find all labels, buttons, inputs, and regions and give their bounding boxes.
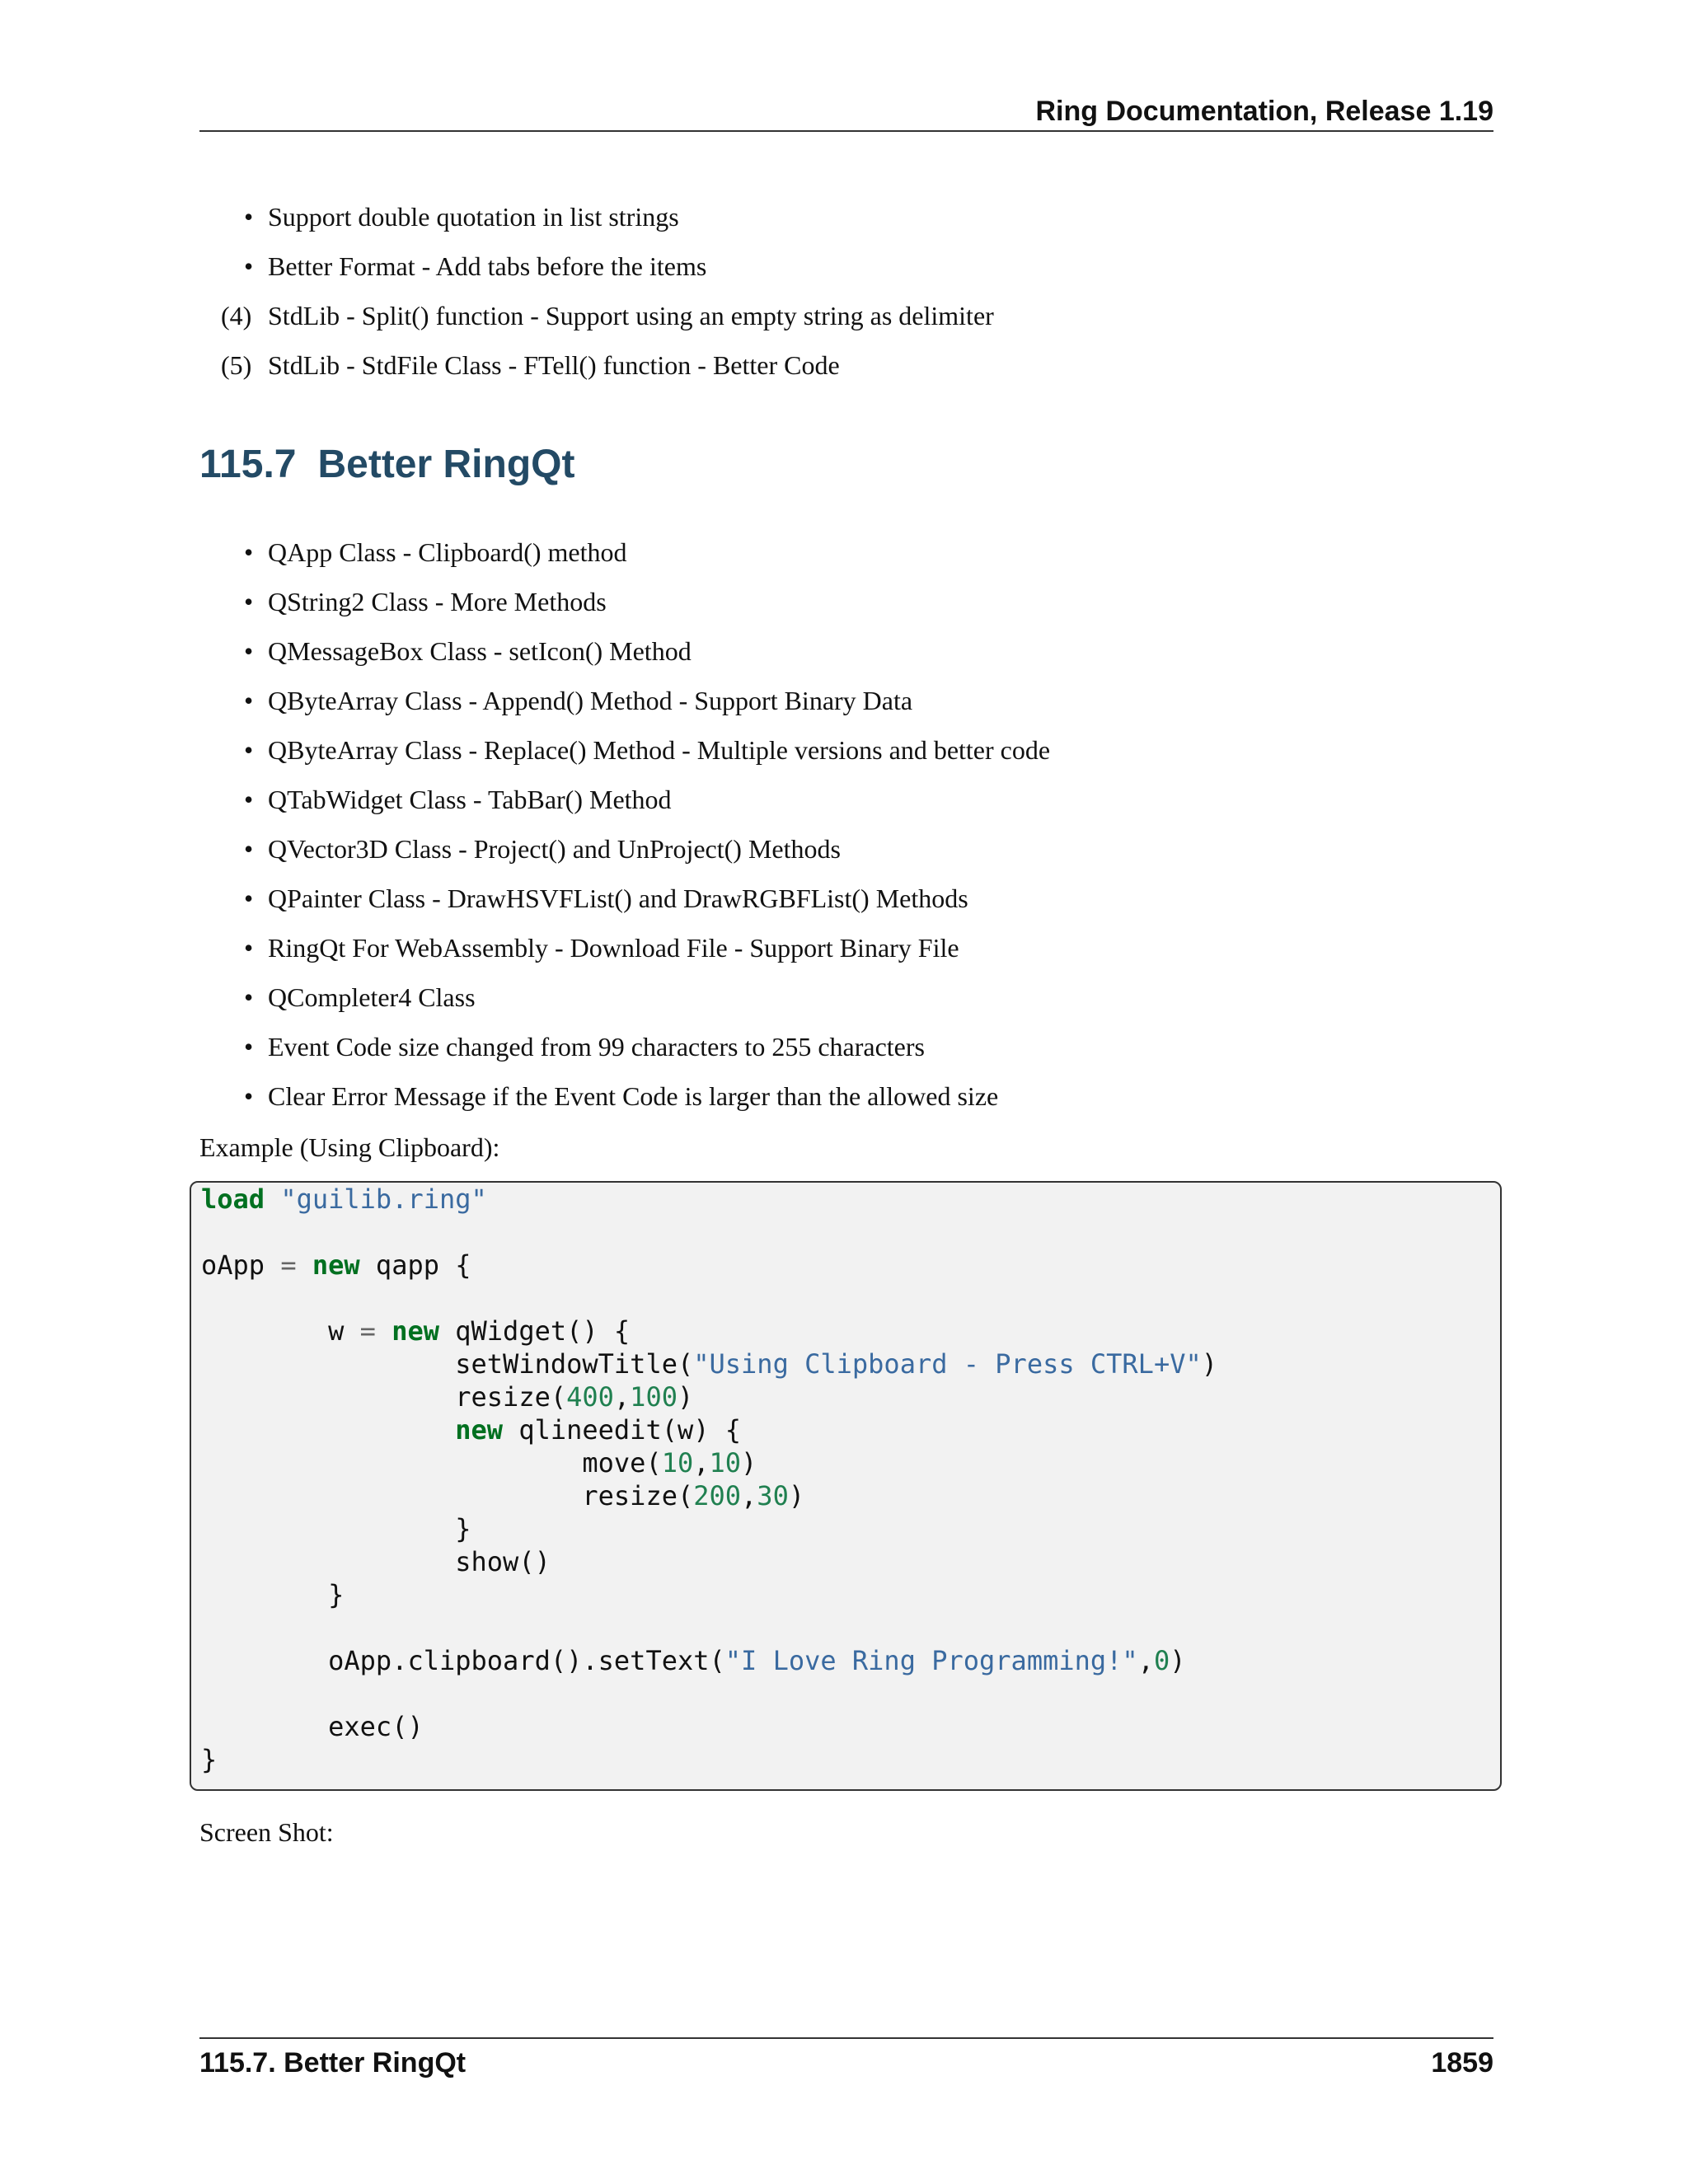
list-item: • Clear Error Message if the Event Code is larger than the allowed size [244,1081,999,1111]
section-number: 115.7 [199,443,297,486]
code-line: oApp.clipboard().setText("I Love Ring Programming!",0) [201,1645,1186,1676]
section-heading [199,442,574,487]
code-line: setWindowTitle("Using Clipboard - Press CTRL+V") [201,1348,1217,1380]
list-item: • QByteArray Class - Replace() Method - Multiple versions and better code [244,735,1051,765]
code-line: load "guilib.ring" [201,1183,487,1215]
code-line: move(10,10) [201,1447,757,1479]
header-title: Ring Documentation, Release 1.19 [1035,96,1493,127]
numbered-list [221,299,994,398]
section-title: Better RingQt [317,443,575,486]
page-header [199,92,1493,132]
code-line: } [201,1744,218,1775]
list-item: (4) StdLib - Split() function - Support using an empty string as delimiter [221,301,994,330]
list-item: • Event Code size changed from 99 characters to 255 characters [244,1032,925,1062]
list-item: • QMessageBox Class - setIcon() Method [244,636,692,666]
code-block [190,1181,1502,1791]
list-item: • RingQt For WebAssembly - Download File - Support Binary File [244,933,959,963]
code-line: show() [201,1546,551,1577]
screenshot-label: Screen Shot: [199,1817,334,1847]
example-label: Example (Using Clipboard): [199,1132,500,1162]
code-line: resize(200,30) [201,1480,805,1511]
list-item: • QByteArray Class - Append() Method - Support Binary Data [244,686,913,715]
code-line: exec() [201,1711,424,1742]
list-item: • QTabWidget Class - TabBar() Method [244,785,672,814]
code-line: resize(400,100) [201,1381,694,1413]
list-item: (5) StdLib - StdFile Class - FTell() function - Better Code [221,350,840,380]
code-line: new qlineedit(w) { [455,1414,742,1446]
list-item: • QVector3D Class - Project() and UnProject() Methods [244,834,841,864]
code-line: } [201,1513,471,1544]
list-item: • Better Format - Add tabs before the items [244,251,707,281]
section-bullet-list [221,536,1050,1129]
page-number: 1859 [1431,2047,1493,2079]
code-line: } [201,1579,345,1610]
list-item: • QString2 Class - More Methods [244,587,607,616]
list-item: • QApp Class - Clipboard() method [244,537,627,567]
list-item: • QCompleter4 Class [244,982,476,1012]
list-item: • QPainter Class - DrawHSVFList() and DrawRGBFList() Methods [244,883,968,913]
top-bullet-list [221,200,706,299]
code-line: w = new qWidget() { [201,1315,631,1347]
code-line: oApp = new qapp { [201,1249,471,1281]
footer-section: 115.7. Better RingQt [199,2047,467,2079]
list-item: • Support double quotation in list strings [244,202,679,232]
code-listing [201,1183,1217,1776]
page-footer [199,2037,1493,2088]
